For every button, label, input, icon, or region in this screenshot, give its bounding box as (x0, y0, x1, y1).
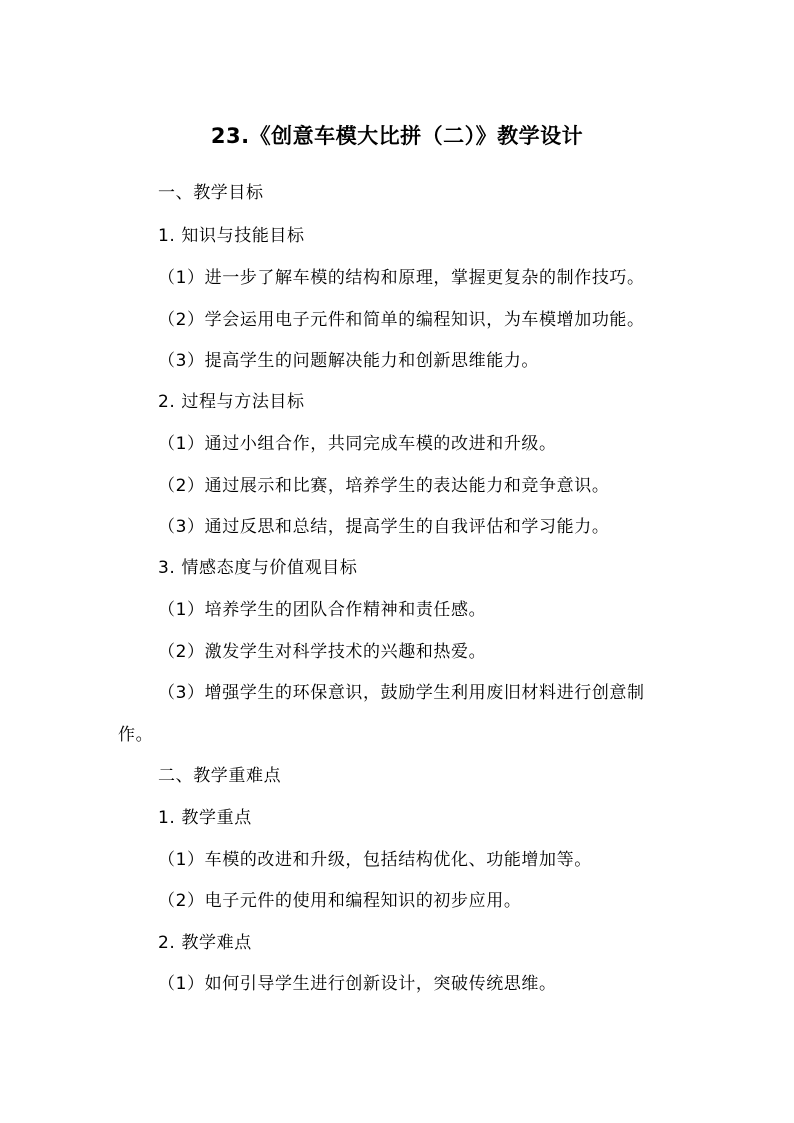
list-item: （3）通过反思和总结，提高学生的自我评估和学习能力。 (158, 517, 610, 537)
list-item: （1）进一步了解车模的结构和原理，掌握更复杂的制作技巧。 (158, 268, 645, 288)
list-item: （2）激发学生对科学技术的兴趣和热爱。 (158, 642, 487, 662)
subheading-process-methods: 2. 过程与方法目标 (158, 392, 305, 412)
list-item: （1）培养学生的团队合作精神和责任感。 (158, 600, 487, 620)
list-item: （2）通过展示和比赛，培养学生的表达能力和竞争意识。 (158, 476, 610, 496)
list-item: （3）增强学生的环保意识，鼓励学生利用废旧材料进行创意制 (158, 683, 645, 703)
list-item: （1）车模的改进和升级，包括结构优化、功能增加等。 (158, 850, 592, 870)
section-heading-key-difficult: 二、教学重难点 (158, 766, 282, 786)
list-item: （1）如何引导学生进行创新设计，突破传统思维。 (158, 974, 557, 994)
section-heading-objectives: 一、教学目标 (158, 183, 264, 203)
subheading-attitudes-values: 3. 情感态度与价值观目标 (158, 558, 358, 578)
list-item-continuation: 作。 (118, 725, 154, 745)
subheading-knowledge-skills: 1. 知识与技能目标 (158, 226, 305, 246)
list-item: （2）电子元件的使用和编程知识的初步应用。 (158, 891, 522, 911)
list-item: （1）通过小组合作，共同完成车模的改进和升级。 (158, 434, 557, 454)
subheading-difficult-points: 2. 教学难点 (158, 933, 252, 953)
list-item: （2）学会运用电子元件和简单的编程知识，为车模增加功能。 (158, 310, 645, 330)
list-item: （3）提高学生的问题解决能力和创新思维能力。 (158, 351, 540, 371)
document-title: 23.《创意车模大比拼（二）》教学设计 (210, 124, 584, 148)
subheading-key-points: 1. 教学重点 (158, 808, 252, 828)
